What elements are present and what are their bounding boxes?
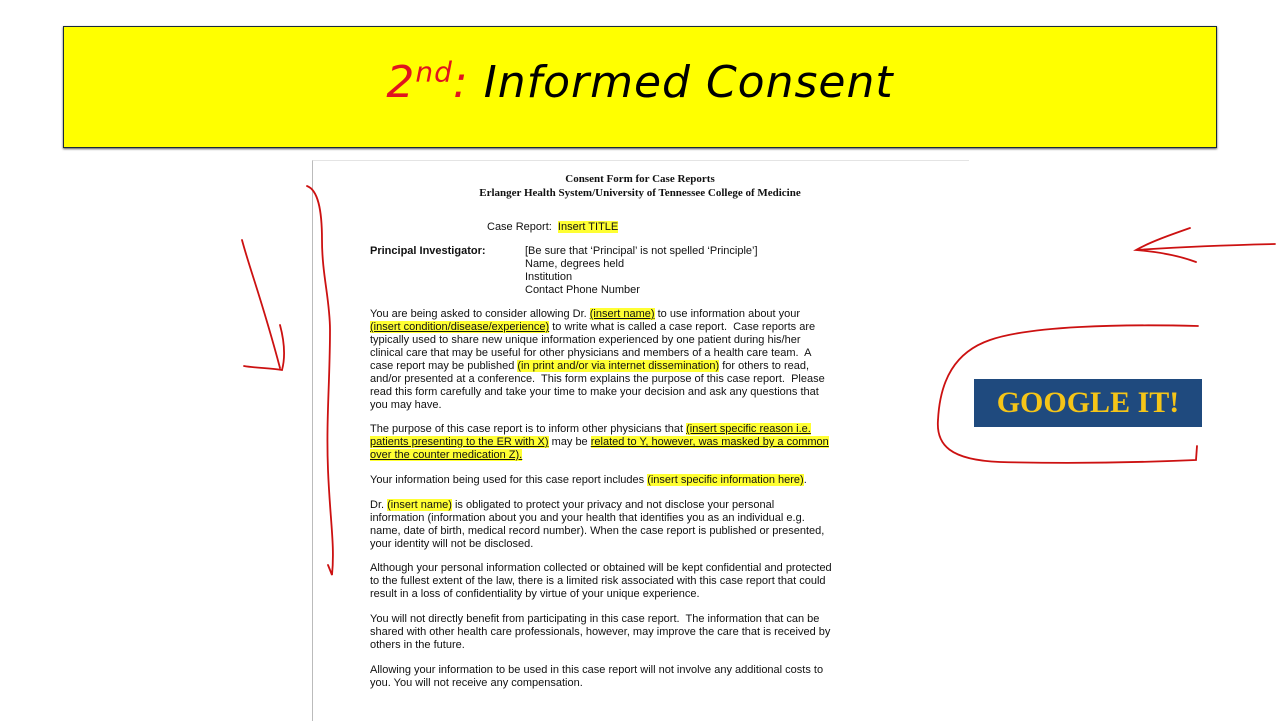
left-bracket-icon bbox=[307, 186, 333, 575]
placeholder-highlight: (insert condition/disease/experience) bbox=[370, 321, 550, 333]
case-report-label: Case Report: bbox=[487, 221, 558, 233]
text-segment: result in a loss of confidentiality by virtue of your unique experience. bbox=[370, 588, 700, 600]
title-suffix: nd bbox=[415, 55, 453, 89]
down-arrow-icon bbox=[242, 240, 284, 370]
placeholder-highlight: related to Y, however, was masked by a common bbox=[590, 436, 829, 448]
form-subheading: Erlanger Health System/University of Tennessee College of Medicine bbox=[479, 187, 801, 199]
placeholder-highlight: (insert specific reason i.e. bbox=[686, 423, 811, 435]
text-segment: you. You will not receive any compensation. bbox=[370, 677, 583, 689]
left-arrow-icon bbox=[1136, 228, 1275, 262]
text-segment: may be bbox=[548, 436, 591, 448]
placeholder-highlight: patients presenting to the ER with X) bbox=[370, 436, 549, 448]
text-segment: clinical care that may be useful for other physicians and members of a health care team. A bbox=[370, 347, 812, 359]
text-segment: typically used to share new unique information experienced by one patient during his/her bbox=[370, 334, 801, 346]
text-segment: Dr. bbox=[370, 499, 388, 511]
title-colon: : bbox=[452, 57, 469, 108]
pi-label: Principal Investigator: bbox=[370, 245, 486, 257]
text-segment: information (information about you and your health that identifies you as an individual e.g. bbox=[370, 512, 805, 524]
text-segment: . bbox=[803, 474, 807, 486]
text-segment: you may have. bbox=[370, 399, 442, 411]
text-segment: to write what is called a case report. Case reports are bbox=[549, 321, 816, 333]
text-segment: read this form carefully and take your time to make your decision and ask any questions that bbox=[370, 386, 819, 398]
google-it-callout: GOOGLE IT! bbox=[974, 379, 1202, 427]
text-segment: shared with other health care professionals, however, may improve the care that is received by bbox=[370, 626, 831, 638]
case-report-title: Insert TITLE bbox=[557, 221, 619, 233]
placeholder-highlight: (insert name) bbox=[387, 499, 452, 511]
pi-line: Institution bbox=[525, 271, 573, 283]
text-segment: case report may be published bbox=[370, 360, 518, 372]
text-segment: to use information about your bbox=[654, 308, 801, 320]
text-segment: name, date of birth, medical record number). When the case report is published or presented, bbox=[370, 525, 825, 537]
pi-line: Name, degrees held bbox=[525, 258, 625, 270]
text-segment: to the fullest extent of the law, there is a limited risk associated with this case report that could bbox=[370, 575, 826, 587]
pi-line: Contact Phone Number bbox=[525, 284, 640, 296]
title-number: 2 bbox=[386, 57, 416, 108]
title-main: Informed Consent bbox=[468, 57, 894, 108]
callout-circle-icon bbox=[938, 325, 1198, 462]
text-segment: Allowing your information to be used in this case report will not involve any additional costs to bbox=[370, 664, 824, 676]
text-segment: You will not directly benefit from participating in this case report. The information that can be bbox=[370, 613, 820, 625]
placeholder-highlight: (insert name) bbox=[589, 308, 655, 320]
text-segment: Your information being used for this case report includes bbox=[370, 474, 648, 486]
text-segment: and/or presented at a conference. This form explains the purpose of this case report. Please bbox=[370, 373, 825, 385]
text-segment: for others to read, bbox=[719, 360, 810, 372]
text-segment: others in the future. bbox=[370, 639, 465, 651]
form-heading: Consent Form for Case Reports bbox=[565, 173, 715, 185]
placeholder-highlight: (insert specific information here) bbox=[647, 474, 804, 486]
text-segment: You are being asked to consider allowing Dr. bbox=[370, 308, 590, 320]
text-segment: is obligated to protect your privacy and not disclose your personal bbox=[451, 499, 775, 511]
placeholder-highlight: over the counter medication Z). bbox=[370, 449, 523, 461]
text-segment: your identity will not be disclosed. bbox=[370, 538, 534, 550]
pi-line: [Be sure that ‘Principal’ is not spelled ‘Principle’] bbox=[525, 245, 758, 257]
placeholder-highlight: (in print and/or via internet dissemination) bbox=[517, 360, 720, 372]
text-segment: Although your personal information collected or obtained will be kept confidential and protected bbox=[370, 562, 832, 574]
text-segment: The purpose of this case report is to inform other physicians that bbox=[370, 423, 687, 435]
